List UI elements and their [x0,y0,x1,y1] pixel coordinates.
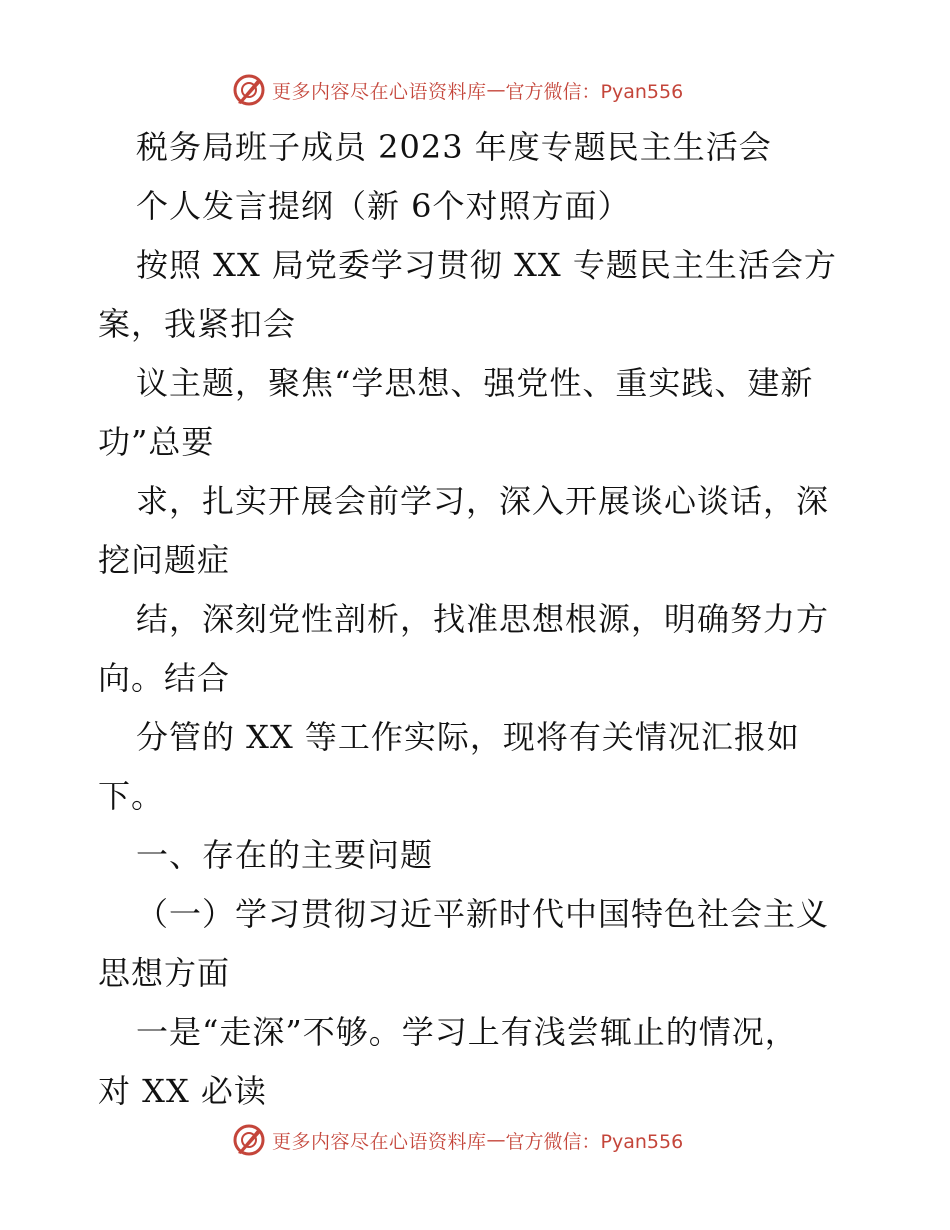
paragraph-line: 功”总要 [98,423,215,461]
paragraph-line: 求，扎实开展会前学习，深入开展谈心谈话，深 [136,482,830,520]
paragraph-line: 一是“走深”不够。学习上有浅尝辄止的情况， [136,1013,798,1051]
watermark-separator: — [486,79,506,101]
watermark-text: 更多内容尽在心语资料库 [272,1130,487,1153]
header-watermark [232,70,683,110]
title-line-2: 个人发言提纲（新 6个对照方面） [136,187,631,225]
watermark-contact: 官方微信：Pyan556 [505,1130,684,1153]
title-line-1: 税务局班子成员 2023 年度专题民主生活会 [136,128,772,166]
paragraph-line: 分管的 XX 等工作实际，现将有关情况汇报如 [136,718,800,756]
watermark-contact: 官方微信：Pyan556 [505,80,684,103]
quill-logo-icon [232,73,266,107]
paragraph-line: 对 XX 必读 [98,1072,267,1110]
section-heading: 一、存在的主要问题 [136,836,434,874]
paragraph-line: 下。 [98,777,165,815]
subsection-heading-cont: 思想方面 [98,954,231,992]
footer-watermark [232,1120,683,1160]
watermark-separator: — [486,1129,506,1151]
document-body [98,118,858,1121]
watermark-text: 更多内容尽在心语资料库 [272,80,487,103]
subsection-heading: （一）学习贯彻习近平新时代中国特色社会主义 [136,895,830,933]
paragraph-line: 案，我紧扣会 [98,305,297,343]
paragraph-line: 挖问题症 [98,541,231,579]
paragraph-line: 向。结合 [98,659,231,697]
quill-logo-icon [232,1123,266,1157]
paragraph-line: 结，深刻党性剖析，找准思想根源，明确努力方 [136,600,830,638]
paragraph-line: 按照 XX 局党委学习贯彻 XX 专题民主生活会方 [136,246,837,284]
paragraph-line: 议主题，聚焦“学思想、强党性、重实践、建新 [136,364,814,402]
